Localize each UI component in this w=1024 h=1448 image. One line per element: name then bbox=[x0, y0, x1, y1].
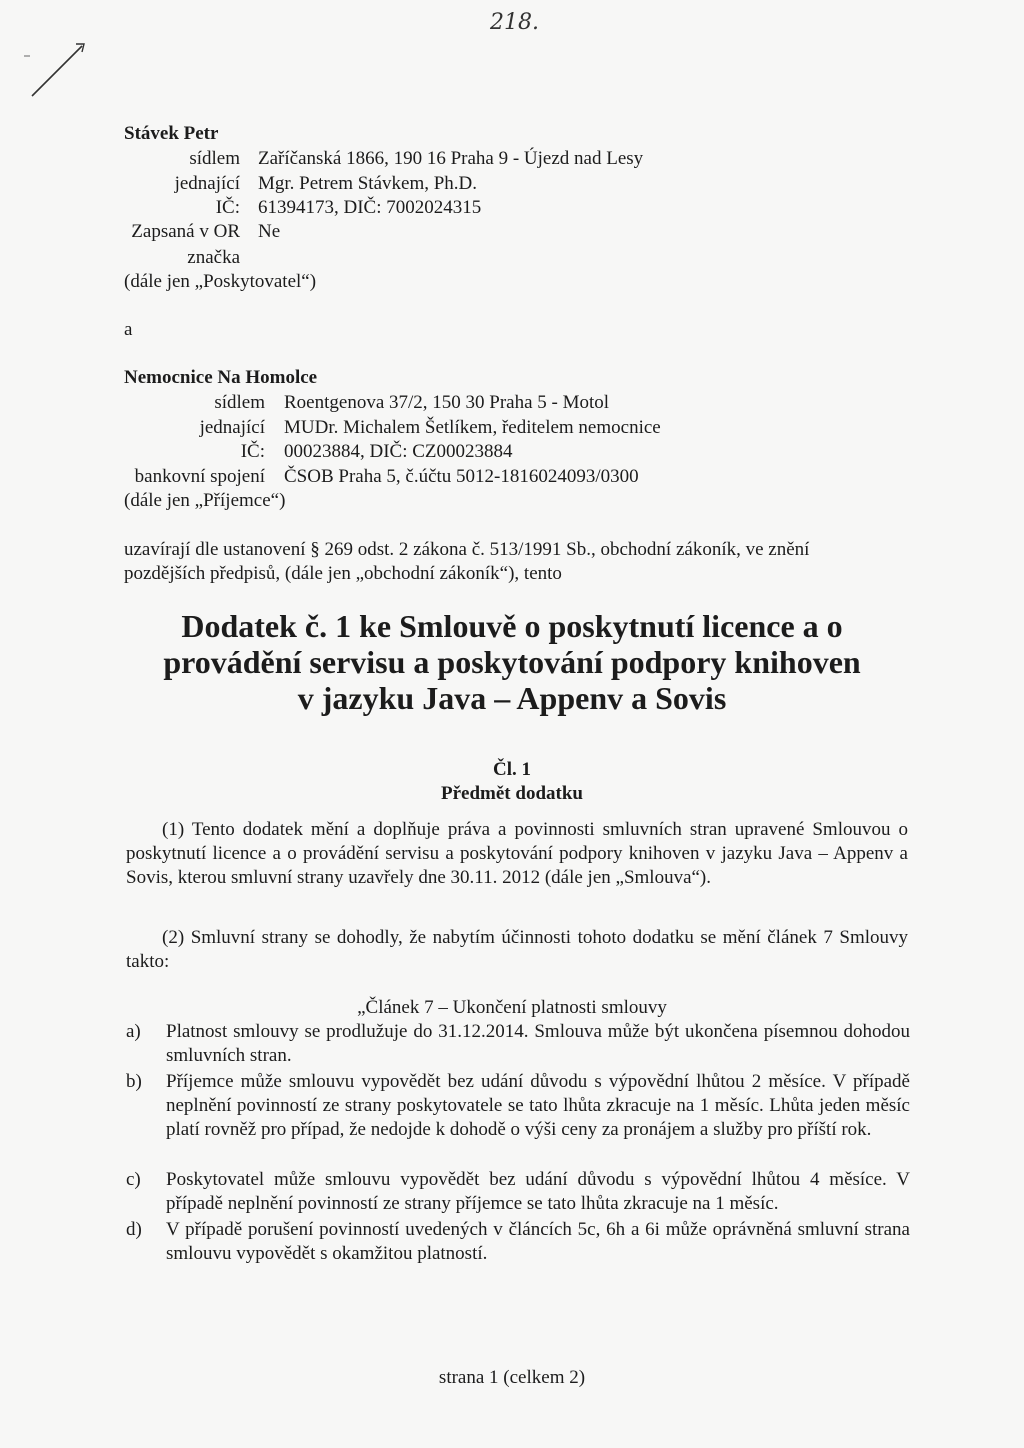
item-a-text: Platnost smlouvy se prodlužuje do 31.12.2014. Smlouva může být ukončena písemnou dohodou smluvních stran. bbox=[166, 1021, 910, 1066]
paragraph-2-number: (2) bbox=[162, 927, 185, 948]
item-b-label: b) bbox=[126, 1071, 142, 1092]
provider-id-label: IČ: bbox=[215, 197, 240, 218]
article-number: Čl. 1 bbox=[493, 759, 531, 780]
provider-register-value: Ne bbox=[258, 221, 281, 242]
provider-seat-label: sídlem bbox=[189, 148, 240, 169]
conjunction: a bbox=[124, 319, 133, 340]
recipient-name: Nemocnice Na Homolce bbox=[124, 367, 318, 388]
recipient-bank-value: ČSOB Praha 5, č.účtu 5012-1816024093/0300 bbox=[284, 466, 639, 487]
handwritten-page-number: 218. bbox=[490, 10, 539, 35]
recipient-id-value: 00023884, DIČ: CZ00023884 bbox=[284, 441, 513, 462]
item-d-text: V případě porušení povinností uvedených v článcích 5c, 6h a 6i může oprávněná smluvní strana smlouvu vypovědět s okamžitou platností. bbox=[166, 1219, 910, 1264]
item-c-text: Poskytovatel může smlouvu vypovědět bez udání důvodu s výpovědní lhůtou 4 měsíce. V případě neplnění povinností ze strany příjemce se tato lhůta zkracuje na 1 měsíc. bbox=[166, 1169, 910, 1214]
paragraph-2 bbox=[126, 926, 908, 974]
provider-rep-value: Mgr. Petrem Stávkem, Ph.D. bbox=[258, 173, 478, 194]
recipient-alias: (dále jen „Příjemce“) bbox=[124, 490, 286, 511]
recipient-id-label: IČ: bbox=[240, 441, 265, 462]
paragraph-1 bbox=[126, 818, 908, 890]
item-b-text: Příjemce může smlouvu vypovědět bez udání důvodu s výpovědní lhůtou 2 měsíce. V případě neplnění povinností ze strany poskytovatele se tato lhůta zkracuje na 1 měsíc. Lhůta jeden měsíc platí rovněž pro případ, že nedojde k dohodě o výši ceny za pronájem a služby pro příští rok. bbox=[166, 1071, 910, 1140]
document-title-line-1: Dodatek č. 1 ke Smlouvě o poskytnutí licence a o bbox=[181, 608, 843, 644]
paragraph-1-number: (1) bbox=[162, 819, 185, 840]
article-heading: Předmět dodatku bbox=[441, 783, 583, 804]
document-title-line-2: provádění servisu a poskytování podpory knihoven bbox=[163, 644, 861, 680]
item-c-label: c) bbox=[126, 1169, 141, 1190]
provider-name: Stávek Petr bbox=[124, 123, 219, 144]
item-a-label: a) bbox=[126, 1021, 141, 1042]
recipient-seat-label: sídlem bbox=[214, 392, 265, 413]
recipient-seat-value: Roentgenova 37/2, 150 30 Praha 5 - Motol bbox=[284, 392, 610, 413]
recipient-rep-value: MUDr. Michalem Šetlíkem, ředitelem nemocnice bbox=[284, 417, 661, 438]
provider-register-label: Zapsaná v OR bbox=[131, 221, 240, 242]
quoted-article-title: „Článek 7 – Ukončení platnosti smlouvy bbox=[357, 997, 667, 1018]
document-title-line-3: v jazyku Java – Appenv a Sovis bbox=[297, 680, 727, 716]
page-footer: strana 1 (celkem 2) bbox=[438, 1367, 586, 1388]
provider-id-value: 61394173, DIČ: 7002024315 bbox=[258, 197, 482, 218]
recipient-rep-label: jednající bbox=[199, 417, 265, 438]
recipient-bank-label: bankovní spojení bbox=[134, 466, 265, 487]
provider-rep-label: jednající bbox=[174, 173, 240, 194]
provider-alias: (dále jen „Poskytovatel“) bbox=[124, 271, 317, 292]
paragraph-2-text: Smluvní strany se dohodly, že nabytím účinnosti tohoto dodatku se mění článek 7 Smlouvy takto: bbox=[126, 927, 908, 972]
paragraph-1-text: Tento dodatek mění a doplňuje práva a povinnosti smluvních stran upravené Smlouvou o poskytnutí licence a o provádění servisu a poskytování podpory knihoven v jazyku Java – Appenv a Sovis, kterou smluvní strany uzavřely dne 30.11. 2012 (dále jen „Smlouva“). bbox=[126, 819, 908, 888]
pen-stroke-mark bbox=[20, 38, 100, 98]
item-d-label: d) bbox=[126, 1219, 142, 1240]
intro-line-2: pozdějších předpisů, (dále jen „obchodní zákoník“), tento bbox=[124, 563, 562, 584]
intro-line-1: uzavírají dle ustanovení § 269 odst. 2 zákona č. 513/1991 Sb., obchodní zákoník, ve znění bbox=[124, 539, 810, 560]
provider-mark-label: značka bbox=[187, 247, 240, 268]
provider-seat-value: Zaříčanská 1866, 190 16 Praha 9 - Újezd nad Lesy bbox=[258, 148, 644, 169]
